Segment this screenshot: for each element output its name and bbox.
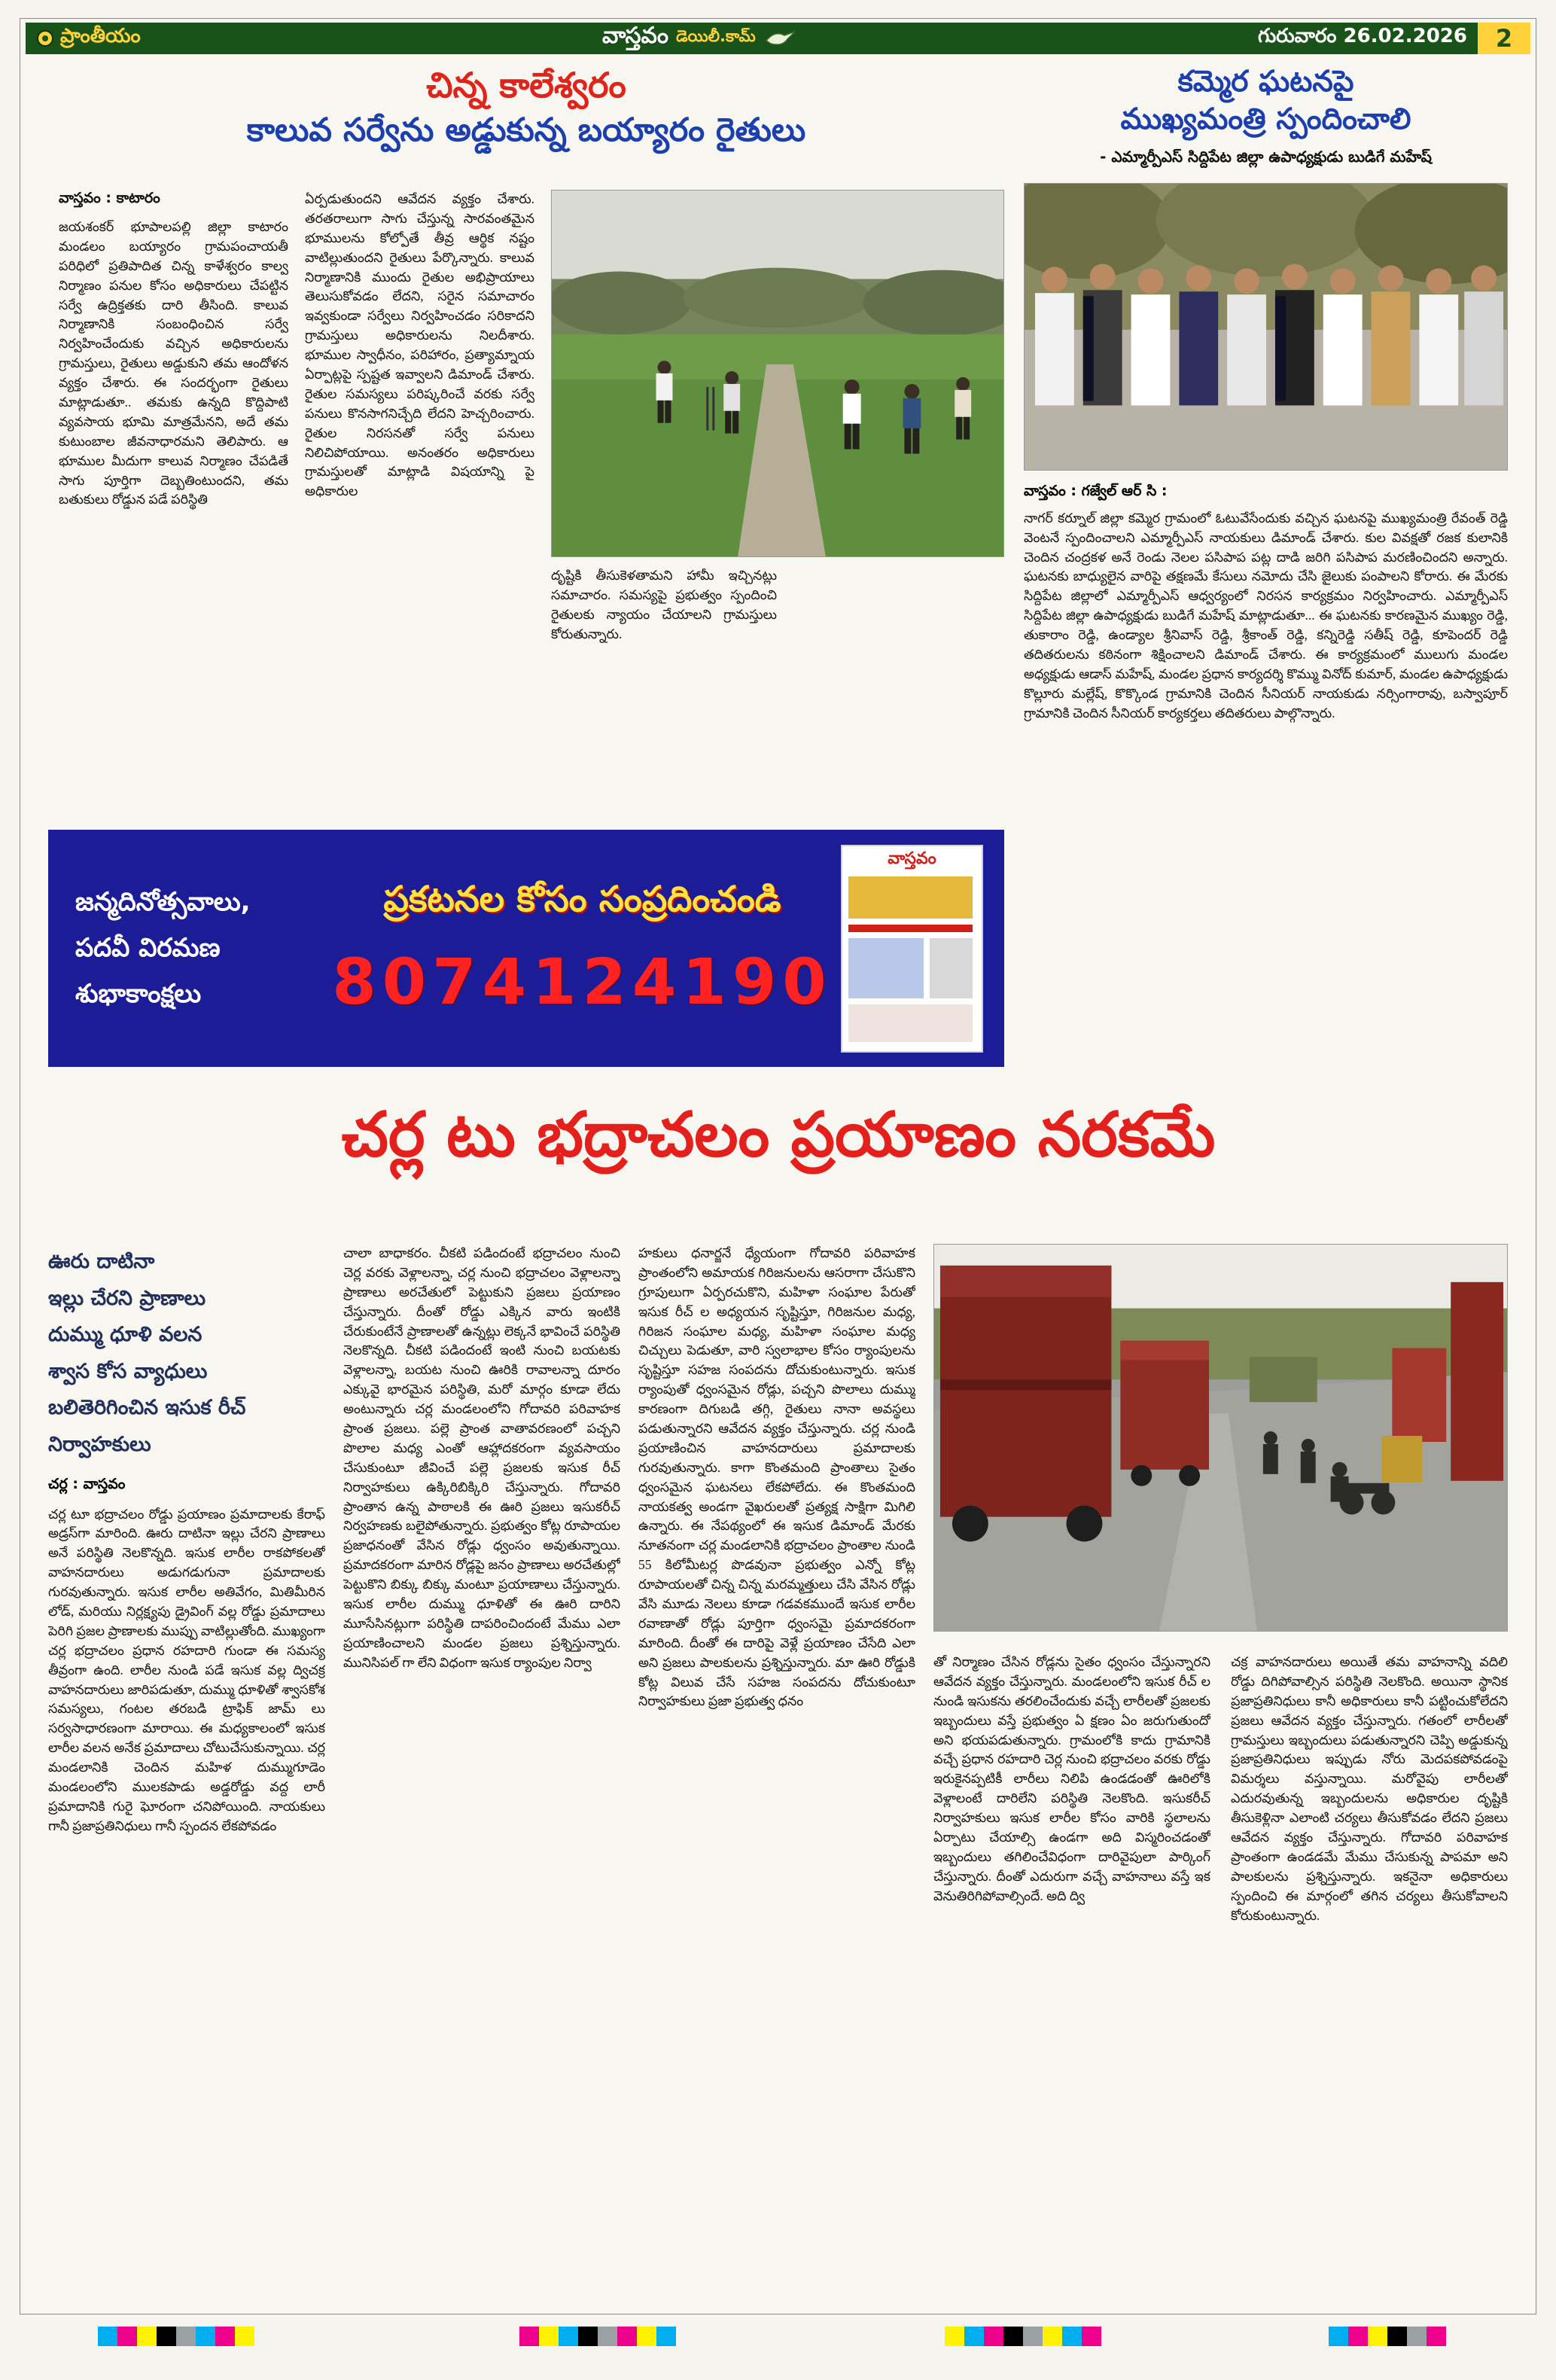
article1-columns — [59, 190, 1004, 826]
thumb-decoration-4 — [930, 938, 973, 998]
section-label-group — [36, 25, 141, 52]
deck-line-6: నిర్వాహకులు — [48, 1432, 151, 1456]
article1-column-1 — [59, 190, 288, 826]
article1-headline-line1: చిన్న కాలేశ్వరం — [426, 65, 626, 105]
ad-occasions-text — [48, 879, 324, 1018]
registration-strip-4 — [1329, 2327, 1446, 2346]
article3-body-col1: చర్ల టూ భద్రాచలం రోడ్డు ప్రయాణం ప్రమాదాలకు కేరాఫ్ అడ్రస్‌గా మారింది. ఊరు దాటినా ఇల్లు చేరని ప్రాణాలు అనే పరిస్థితి నెలకొన్నది. ఇసుక లారీల రాకపోకలతో వాహనదారులు అడుగడుగునా ప్రమాదాలకు గురవుతున్నారు. ఇసుక లారీల అతివేగం, మితిమీరిన లోడ్, మరియు నిర్లక్ష్యపు డ్రైవింగ్ వల్ల రోడ్డు ప్రమాదాలు పెరిగి ప్రజల ప్రాణాలకు ముప్పు వాటిల్లుతోంది. ముఖ్యంగా చర్ల భద్రాచలం ప్రధాన రహదారి గుండా ఈ సమస్య తీవ్రంగా ఉంది. లారీల నుండి పడే ఇసుక వల్ల ద్విచక్ర వాహనదారులు జారిపడుతూ, దుమ్ము ధూళితో శ్వాసకోశ సమస్యలు, గంటల తరబడి ట్రాఫిక్ జామ్ లు సర్వసాధారణంగా మారాయి. ఈ మధ్యకాలంలో ఇసుక లారీల వలన అనేక ప్రమాదాలు చోటుచేసుకున్నాయి. చర్ల మండలానికి చెందిన మహిళ దుమ్ముగూడెం మండలంలోని ములకపాడు అడ్డరోడ్డు వద్ద లారీ ప్రమాదానికి గురై ఘోరంగా చనిపోయింది. నాయకులు గానీ ప్రజాప్రతినిధులు గానీ స్పందన లేకపోవడం — [48, 1506, 325, 1833]
print-registration-marks — [0, 2327, 1556, 2352]
thumb-decoration-1 — [848, 876, 973, 919]
article1-headline-line2: కాలువ సర్వేను అడ్డుకున్న బయ్యారం రైతులు — [246, 111, 806, 149]
deck-line-1: ఊరు దాటినా — [48, 1250, 155, 1273]
article3-column-1 — [48, 1244, 325, 2296]
ad-phone-number: 8074124190 — [332, 944, 833, 1019]
article1-byline: వాస్తవం : కాటారం — [59, 190, 160, 206]
advertisement-banner — [48, 830, 1004, 1067]
ad-line-3: శుభాకాంక్షలు — [75, 979, 202, 1010]
farmers-field-photo — [551, 190, 1004, 557]
registration-strip-2 — [519, 2327, 676, 2346]
article3-byline: చర్ల : వాస్తవం — [48, 1475, 126, 1492]
registration-strip-3 — [945, 2327, 1101, 2346]
brand-group — [602, 23, 796, 54]
article2-headline-line1: కమ్మెర ఘటనపై — [1177, 65, 1354, 99]
article2-body: నాగర్ కర్నూల్ జిల్లా కమ్మెర గ్రామంలో ఓటువేసేందుకు వచ్చిన ఘటనపై ముఖ్యమంత్రి రేవంత్ రెడ్డి వెంటనే స్పందించాలని ఎమ్మార్పీఎస్ నాయకులు డిమాండ్ చేశారు. కుల వివక్షతో రజక కులానికి చెందిన చంద్రకళ అనే రెండు నెలల పసిపాప పట్ల దాడి జరిగి పసిపాప మరణించిందని అన్నారు. ఘటనకు బాధ్యులైన వారిపై తక్షణమే కేసులు నమోదు చేసి జైలుకు పంపాలని కోరారు. ఈ మేరకు సిద్దిపేట జిల్లాలో ఎమ్మార్పీఎస్ ఆధ్వర్యంలో నిరసన కార్యక్రమం నిర్వహించారు. ఎమ్మార్పీఎస్ సిద్దిపేట జిల్లా ఉపాధ్యక్షుడు బుడిగే మహేష్ మాట్లాడుతూ... ఈ ఘటనకు కారణమైన ముఖ్యం రెడ్డి, తుకారాం రెడ్డి, ఉండ్యాల శ్రీనివాస్ రెడ్డి, శ్రీకాంత్ రెడ్డి, కన్నిరెడ్డి సతీష్ రెడ్డి, కూపెందర్ రెడ్డి తదితరులను కఠినంగా శిక్షించాలని డిమాండ్ చేశారు. ఈ కార్యక్రమంలో ములుగు మండల అధ్యక్షుడు ఆడాస్ మహేష్, మండల ప్రధాన కార్యదర్శి కొమ్ము వినోద్ కుమార్, మండల ఉపాధ్యక్షుడు కొల్లూరు మల్లేష్, కొక్కొండ గ్రామానికి చెందిన సీనియర్ నాయకుడు నర్సింగారావు, బస్వాపూర్ గ్రామానికి చెందిన సీనియర్ కార్యకర్తలు తదితరులు పాల్గొన్నారు. — [1024, 510, 1508, 721]
ad-line-1: జన్మదినోత్సవాలు, — [75, 886, 251, 917]
protest-group-photo-art — [1025, 184, 1507, 470]
deck-line-3: దుమ్ము ధూళి వలన — [48, 1323, 202, 1347]
thumb-decoration-2 — [848, 925, 973, 932]
masthead — [26, 23, 1530, 54]
ad-paper-thumbnail — [841, 845, 983, 1053]
thumb-decoration-5 — [848, 1004, 973, 1042]
deck-line-5: బలితెరిగించిన ఇసుక రీచ్ — [48, 1396, 246, 1420]
article2-headline-line2: ముఖ్యమంత్రి స్పందించాలి — [1120, 102, 1411, 136]
page-number-badge: 2 — [1478, 23, 1530, 54]
article1-column-2 — [305, 190, 534, 826]
deck-line-4: శ్వాస కోస వ్యాధులు — [48, 1359, 208, 1383]
thumb-decoration-3 — [848, 938, 924, 998]
article1-photo-block — [551, 190, 1004, 826]
article3 — [48, 1244, 1508, 2296]
article2-byline: వాస్తవం : గజ్వేల్ ఆర్ సి : — [1024, 482, 1168, 499]
section-label: ప్రాంతీయం — [60, 25, 141, 47]
article3-body-col4: తో నిర్మాణం చేసిన రోడ్లను సైతం ధ్వంసం చేస్తున్నారని ఆవేదన వ్యక్తం చేస్తున్నారు. మండలంలోని ఇసుక రీచ్ ల నుండి ఇసుకను తరలించేందుకు వచ్చే లారీలతో ప్రజలకు ఇబ్బందులు వస్తే ప్రభుత్వం ఏ క్షణం ఏం జరుగుతుందో అని భయపడుతున్నారు. గ్రామంలోకి కాదు గ్రామానికి వచ్చే ప్రధాన రహదారి చెర్ల నుంచి భద్రాచలం వరకు రోడ్డు ఇరుకైనప్పటికీ లారీలు నిలిపి ఉండడంతో ఊరిలోకి వెళ్లాలంటే దారిలేని పరిస్థితి నెలకొంది. ఇసుకరీచ్ నిర్వాహకులు ఇసుక లారీల కోసం వారికి స్థలాలను ఏర్పాటు చేయాల్సి ఉండగా అది విస్మరించడంతో ఇబ్బందులు తగిలించేవిధంగా దారివైపులా పార్కింగ్ చేస్తున్నారు. దీంతో ఎదురుగా వచ్చే వాహనాలు వస్తే ఇక వెనుతిరిగిపోవాల్సిందే. అది ద్వి — [933, 1654, 1210, 1903]
trucks-road-photo-art — [934, 1245, 1507, 1631]
article3-deck — [48, 1244, 325, 1464]
registration-strip-1 — [98, 2327, 254, 2346]
ad-contact-block — [324, 879, 841, 1019]
trucks-road-photo — [933, 1244, 1508, 1632]
article3-body-col5: చక్ర వాహనదారులు అయితే తమ వాహనాన్ని వదిలి రోడ్డు దిగిపోవాల్సిన పరిస్థితి నెలకొంది. అయినా స్థానిక ప్రజాప్రతినిధులు కానీ అధికారులు కానీ పట్టించుకోలేదని ప్రజలు ఆవేదన వ్యక్తం చేస్తున్నారు. గతంలో లారీలతో గ్రామస్తులు ఇబ్బందులు పడుతున్నారని చెప్పి అడ్డుకున్న ప్రజాప్రతినిధులు ఇప్పుడు నోరు మెదపకపోవడంపై విమర్శలు వస్తున్నాయి. మరోవైపు లారీలతో ఎదురవుతున్న ఇబ్బందులను అధికారుల దృష్టికి తీసుకెళ్లినా ఎలాంటి చర్యలు తీసుకోవడం లేదని ప్రజలు ఆవేదన వ్యక్తం చేస్తున్నారు. గోదావరి పరివాహక ప్రాంతంగా ఉండడమే మేము చేసుకున్న పాపమా అని పాలకులను ప్రశ్నిస్తున్నారు. ఇకనైనా అధికారులు స్పందించి ఈ మార్గంలో తగిన చర్యలు తీసుకోవాలని కోరుకుంటున్నారు. — [1231, 1654, 1508, 1923]
article3-body-col2: చాలా బాధాకరం. చీకటి పడిందంటే భద్రాచలం నుంచి చెర్ల వరకు వెళ్లాలన్నా, చర్ల నుంచి భద్రాచలం వెళ్లాలన్నా ప్రాణాలు అరచేతులో పెట్టుకుని ప్రజలు ప్రయాణం చేస్తున్నారు. దీంతో రోడ్డు ఎక్కిన వారు ఇంటికి చేరుకుంటేనే ప్రాణాలతో ఉన్నట్లు లెక్కనే భావించే పరిస్థితి నెలకొన్నది. చీకటి పడిందంటే ఇంటి నుంచి బయటకు వెళ్లాలన్నా, బయట నుంచి ఊరికి రావాలన్నా దూరం ఎక్కువై భారమైన పరిస్థితి, మరో మార్గం కూడా లేదు అంటున్నారు చర్ల మండలంలోని గోదావరి పరివాహక ప్రాంత ప్రజలు. పల్లె ప్రాంత వాతావరణంలో పచ్చని పొలాల మధ్య ఎంతో ఆహ్లాదకరంగా వ్యవసాయం చేసుకుంటూ జీవించే పల్లె ప్రజలకు ఇసుక రీచ్ నిర్వాహకులు ఉక్కిరిబిక్కిరి చేస్తున్నారు. గోదావరి ప్రాంతాన ఉన్న పాఠాలకి ఈ ఊరి ప్రజలు ఇసుకరీచ్ నిర్వహణకు బలైపోతున్నారు. ప్రభుత్వం కోట్ల రూపాయల ప్రజాధనంతో వేసిన రోడ్లు ధ్వంసం అవుతున్నాయి. ప్రమాదకరంగా మారిన రోడ్లపై జనం ప్రాణాలు అరచేతుల్లో పెట్టుకొని బిక్కు బిక్కు మంటూ ప్రయాణాలు చేస్తున్నారు. ఇసుక లారీల దుమ్ము ధూళితో ఈ ఊరి దారిని మూసేసినట్లుగా పరిస్థితి దాపరించిందంటే మేము ఎలా ప్రయాణించాలని మండల ప్రజలు ప్రశ్నిస్తున్నారు. మునిసిపల్ గా లేని విధంగా ఇసుక ర్యాంపుల నిర్వా — [343, 1245, 620, 1670]
article3-body-col3: హకులు ధనార్జనే ధ్యేయంగా గోదావరి పరివాహక ప్రాంతంలోని అమాయక గిరిజనులను ఆసరాగా చేసుకొని గ్రూపులుగా ఏర్పరచుకొని, మహిళా సంఘాల పేరుతో ఇసుక రీచ్ ల అధ్యయన సృష్టిస్తూ, గిరిజనుల మధ్య, గిరిజన సంఘాల మధ్య, మహిళా సంఘాల మధ్య చిచ్చులు పెడుతూ, వారి స్వలాభాల కోసం ర్యాంపులను సృష్టిస్తూ సహజ సంపదను దోచుకుంటున్నారు. ఇసుక ర్యాంపుతో ధ్వంసమైన రోడ్లు, పచ్చని పొలాలు దుమ్ము కారణంగా దిగుబడి తగ్గి, రైతులు నానా అవస్థలు పడుతున్నారని ఆవేదన వ్యక్తం చేస్తున్నారు. చర్ల నుండి ప్రయాణించిన వాహనదారులు ప్రమాదాలకు గురవుతున్నారు. కాగా కొంతమంది ప్రాంతాలు సైతం ధ్వంసమైన ఘటనలు లేకపోలేదు. ఈ కొంతమంది నాయకత్వ అండగా వైఖరులతో ప్రత్యక్ష సాక్షిగా మిగిలి ఉన్నారు. ఈ నేపథ్యంలో ఈ ఇసుక డిమాండ్ మేరకు నూతనంగా చర్ల మండలానికి భద్రాచలం ప్రాంతాల నుండి 55 కిలోమీటర్ల పొడవునా ప్రభుత్వం ఎన్నో కోట్ల రూపాయలతో చిన్న చిన్న మరమ్మత్తులు చేసి వేసిన రోడ్లు వేసి మూడు నెలలు కూడా గడవకముందే ఇసుక లారీల రవాణాతో రోడ్లు పూర్తిగా ధ్వంసమై ప్రమాదకరంగా మారింది. దీంతో ఈ దారిపై వెళ్లే ప్రయాణం చేసేది ఎలా అని ప్రజలు పాలకులను ప్రశ్నిస్తున్నారు. మా ఊరి రోడ్డుకి కోట్ల విలువ చేసే సహజ సంపదను దోచుకుంటూ నిర్వాహకులు ప్రజా ప్రభుత్వ ధనం — [638, 1245, 915, 1709]
ad-line-2: పదవీ విరమణ — [75, 932, 221, 963]
brand-suffix: డెయిలీ.కామ్ — [676, 27, 756, 45]
ad-cta-text: ప్రకటనల కోసం సంప్రదించండి — [383, 878, 781, 920]
article1-body-col3: దృష్టికి తీసుకెళతామని హామీ ఇచ్చినట్లు సమాచారం. సమస్యపై ప్రభుత్వం స్పందించి రైతులకు న్యాయం చేయాలని గ్రామస్తులు కోరుతున్నారు. — [551, 568, 777, 641]
farmers-field-photo-art — [552, 190, 1003, 556]
article2 — [1024, 63, 1508, 1036]
protest-group-photo — [1024, 183, 1508, 471]
brand-title: వాస్తవం — [601, 23, 669, 49]
article2-attribution: - ఎమ్మార్పీఎస్ సిద్దిపేట జిల్లా ఉపాధ్యక్షుడు బుడిగే మహేష్ — [1100, 147, 1432, 166]
dove-icon — [763, 29, 796, 48]
article1-body-col2: ఏర్పడుతుందని ఆవేదన వ్యక్తం చేశారు. తరతరాలుగా సాగు చేస్తున్న సారవంతమైన భూములను కోల్పోతే తీవ్ర ఆర్థిక నష్టం వాటిల్లుతుందని రైతులు పేర్కొన్నారు. కాలువ నిర్మాణానికి ముందు రైతుల అభిప్రాయాలు తెలుసుకోవడం లేదని, సరైన సమాచారం ఇవ్వకుండా సర్వేలు నిర్వహించడం సరికాదని గ్రామస్తులు అధికారులను నిలదీశారు. భూముల స్వాధీనం, పరిహారం, ప్రత్యామ్నాయ ఏర్పాట్లపై స్పష్టత ఇవ్వాలని డిమాండ్ చేశారు. రైతుల సమస్యలు పరిష్కరించే వరకు సర్వే పనులు కొనసాగనిచ్చేది లేదని హెచ్చరించారు. రైతుల నిరసనతో సర్వే పనులు నిలిచిపోయాయి. అనంతరం అధికారులు గ్రామస్తులతో మాట్లాడి విషయాన్ని పై అధికారుల — [305, 191, 534, 499]
article1-body-col1: జయశంకర్ భూపాలపల్లి జిల్లా కాటారం మండలం బయ్యారం గ్రామపంచాయతీ పరిధిలో ప్రతిపాదిత చిన్న కాళేశ్వరం కాల్వ నిర్మాణం పనుల కోసం అధికారులు చేపట్టిన సర్వే ఉద్రిక్తతకు దారి తీసింది. కాలువ నిర్మాణానికి సంబంధించిన సర్వే నిర్వహించేందుకు వచ్చిన అధికారులను గ్రామస్తులు, రైతులు అడ్డుకుని తమ ఆందోళన వ్యక్తం చేశారు. ఈ సందర్భంగా రైతులు మాట్లాడుతూ.. తమకు ఉన్నది కొద్దిపాటి వ్యవసాయ భూమి మాత్రమేనని, అదే తమ కుటుంబాల జీవనాధారమని తెలిపారు. ఆ భూముల మీదుగా కాలువ నిర్మాణం చేపడితే సాగు పూర్తిగా దెబ్బతింటుందని, తమ బతుకులు రోడ్డున పడే పరిస్థితి — [59, 219, 288, 507]
edition-date: గురువారం 26.02.2026 — [1258, 25, 1467, 47]
section-emblem-icon — [36, 29, 54, 47]
article3-headline: చర్ల టు భద్రాచలం ప్రయాణం నరకమే — [341, 1099, 1216, 1171]
ad-thumb-brand: వాస్తవం — [888, 849, 936, 868]
deck-line-2: ఇల్లు చేరని ప్రాణాలు — [48, 1286, 206, 1310]
